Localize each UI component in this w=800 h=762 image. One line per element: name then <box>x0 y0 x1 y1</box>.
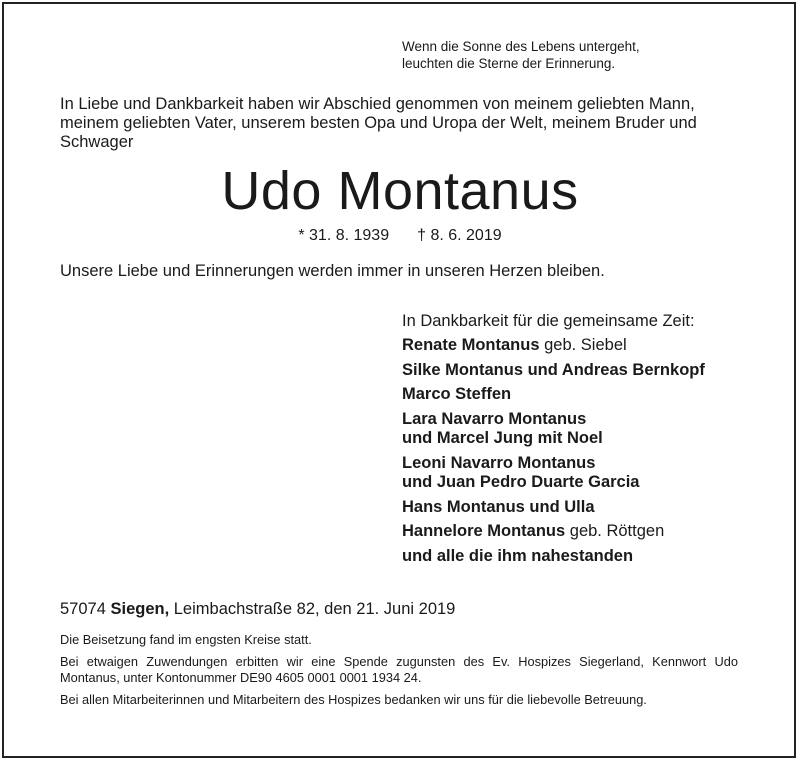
zip-code: 57074 <box>60 600 106 618</box>
burial-note: Die Beisetzung fand im engsten Kreise statt. <box>60 632 312 647</box>
motto <box>402 38 640 72</box>
place-and-date <box>60 599 455 619</box>
mourner-line: Leoni Navarro Montanus <box>402 453 596 472</box>
life-dates <box>0 226 800 246</box>
mourner-maiden-name: geb. Röttgen <box>565 522 665 540</box>
mourner-entry <box>402 410 705 449</box>
mourner-entry <box>402 522 705 542</box>
mourner-entry <box>402 454 705 493</box>
donation-note: Bei etwaigen Zuwendungen erbitten wir eine Spende zugunsten des Ev. Hospizes Siegerland, Kennwort Udo Montanus, unter Kontonummer DE90 4605 0001 0001 1934 24. <box>60 654 738 685</box>
city: Siegen, <box>110 600 170 618</box>
deceased-name: Udo Montanus <box>221 161 579 221</box>
love-line: Unsere Liebe und Erinnerungen werden immer in unseren Herzen bleiben. <box>60 262 605 280</box>
mourner-name: Renate Montanus <box>402 336 540 354</box>
mourner-line: und Juan Pedro Duarte Garcia <box>402 473 640 491</box>
thanks-note: Bei allen Mitarbeiterinnen und Mitarbeitern des Hospizes bedanken wir uns für die liebevolle Betreuung. <box>60 692 647 707</box>
mourners-intro: In Dankbarkeit für die gemeinsame Zeit: <box>402 312 695 330</box>
mourner-line: Lara Navarro Montanus <box>402 409 587 428</box>
mourner-entry <box>402 336 705 356</box>
mourner-name: Hannelore Montanus <box>402 522 566 540</box>
mourner-entry: Marco Steffen <box>402 385 512 403</box>
mourners-list <box>402 311 705 566</box>
mourner-entry: Silke Montanus und Andreas Bernkopf <box>402 360 705 379</box>
motto-line: Wenn die Sonne des Lebens untergeht, <box>402 39 640 54</box>
mourner-maiden-name: geb. Siebel <box>539 336 627 354</box>
intro-line: Schwager <box>60 133 134 151</box>
notes <box>60 632 738 714</box>
intro-line: meinem geliebten Vater, unserem besten Opa und Uropa der Welt, meinem Bruder und <box>60 114 697 132</box>
mourner-entry: und alle die ihm nahestanden <box>402 546 634 565</box>
motto-line: leuchten die Sterne der Erinnerung. <box>402 56 616 71</box>
intro-line: In Liebe und Dankbarkeit haben wir Abschied genommen von meinem geliebten Mann, <box>60 95 695 113</box>
mourner-entry: Hans Montanus und Ulla <box>402 497 595 516</box>
address-and-date: Leimbachstraße 82, den 21. Juni 2019 <box>169 600 456 618</box>
death-date: † 8. 6. 2019 <box>417 227 502 244</box>
birth-date: * 31. 8. 1939 <box>298 227 390 244</box>
mourner-line: und Marcel Jung mit Noel <box>402 429 603 447</box>
intro-text <box>60 95 750 152</box>
